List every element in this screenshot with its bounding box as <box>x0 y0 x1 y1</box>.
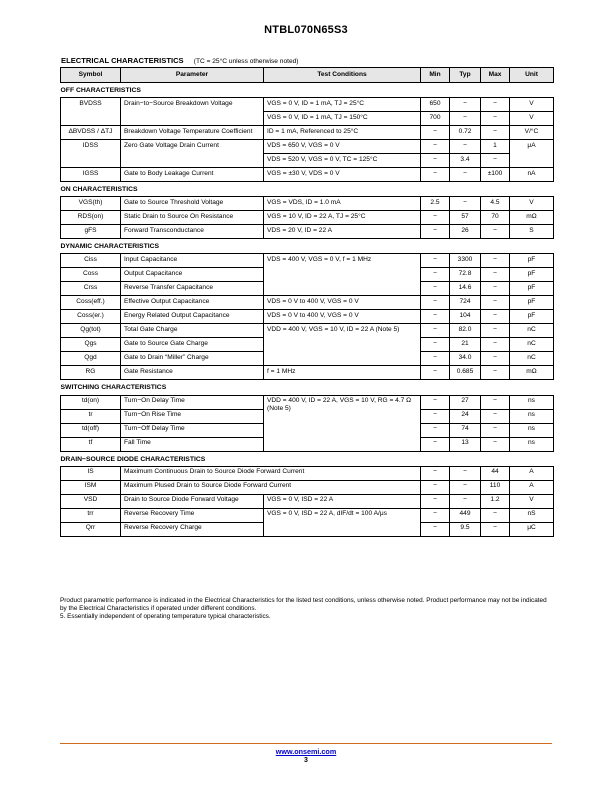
symbol-cell: IGSS <box>61 168 121 182</box>
parameter-cell: Turn−On Rise Time <box>121 409 264 423</box>
unit-cell: μA <box>510 140 554 168</box>
symbol-cell: Qgs <box>61 338 121 352</box>
parameter-cell: Reverse Transfer Capacitance <box>121 282 264 296</box>
min-cell: − <box>421 480 450 494</box>
typ-cell: 0.685 <box>450 366 481 380</box>
max-cell: − <box>481 254 510 268</box>
condition-cell: VDS = 20 V, ID = 22 A <box>264 225 421 239</box>
min-cell: − <box>421 352 450 366</box>
min-cell: − <box>421 437 450 451</box>
condition-cell: f = 1 MHz <box>264 366 421 380</box>
min-cell: − <box>421 254 450 268</box>
max-cell: − <box>481 395 510 409</box>
unit-cell: ns <box>510 423 554 437</box>
min-cell: − <box>421 366 450 380</box>
min-cell: − <box>421 466 450 480</box>
condition-cell: VDS = 0 V to 400 V, VGS = 0 V <box>264 310 421 324</box>
parameter-cell: Fall Time <box>121 437 264 451</box>
condition-cell: VGS = 10 V, ID = 22 A, TJ = 25°C <box>264 211 421 225</box>
min-cell: − <box>421 423 450 437</box>
section-title-switching: SWITCHING CHARACTERISTICS <box>61 380 554 395</box>
parameter-cell: Turn−Off Delay Time <box>121 423 264 437</box>
max-cell: − <box>481 154 510 168</box>
min-cell: − <box>421 508 450 522</box>
unit-cell: nS <box>510 508 554 522</box>
min-cell: − <box>421 310 450 324</box>
footnotes <box>60 597 555 621</box>
max-cell: − <box>481 282 510 296</box>
symbol-cell: Coss(er.) <box>61 310 121 324</box>
symbol-cell: Coss(eff.) <box>61 296 121 310</box>
unit-cell: pF <box>510 282 554 296</box>
table-row <box>61 98 554 112</box>
symbol-cell: Ciss <box>61 254 121 268</box>
typ-cell: 3.4 <box>450 154 481 168</box>
col-header-min: Min <box>421 68 450 83</box>
max-cell: 1 <box>481 140 510 154</box>
unit-cell: nC <box>510 324 554 338</box>
min-cell: − <box>421 168 450 182</box>
unit-cell: μC <box>510 522 554 536</box>
condition-cell: VGS = 0 V, ISD = 22 A <box>264 494 421 508</box>
symbol-cell: RDS(on) <box>61 211 121 225</box>
footnote-5: 5. Essentially independent of operating temperature typical characteristics. <box>60 613 271 620</box>
min-cell: − <box>421 140 450 154</box>
max-cell: − <box>481 508 510 522</box>
min-cell: − <box>421 296 450 310</box>
col-header-max: Max <box>481 68 510 83</box>
typ-cell: 74 <box>450 423 481 437</box>
table-row <box>61 211 554 225</box>
section-title-off: OFF CHARACTERISTICS <box>61 83 554 98</box>
symbol-cell: td(off) <box>61 423 121 437</box>
condition-cell: VDS = 520 V, VGS = 0 V, TC = 125°C <box>264 154 421 168</box>
min-cell: − <box>421 522 450 536</box>
typ-cell: 0.72 <box>450 126 481 140</box>
max-cell: − <box>481 366 510 380</box>
parameter-cell: Effective Output Capacitance <box>121 296 264 310</box>
section-heading <box>61 56 298 65</box>
min-cell: 2.5 <box>421 197 450 211</box>
typ-cell: − <box>450 494 481 508</box>
parameter-cell: Maximum Plused Drain to Source Diode Forward Current <box>121 480 421 494</box>
max-cell: − <box>481 296 510 310</box>
typ-cell: 9.5 <box>450 522 481 536</box>
symbol-cell: IS <box>61 466 121 480</box>
max-cell: − <box>481 338 510 352</box>
footer-divider <box>60 743 552 744</box>
section-title-dynamic: DYNAMIC CHARACTERISTICS <box>61 239 554 254</box>
unit-cell: A <box>510 466 554 480</box>
max-cell: ±100 <box>481 168 510 182</box>
unit-cell: pF <box>510 268 554 282</box>
parameter-cell: Output Capacitance <box>121 268 264 282</box>
unit-cell: ns <box>510 409 554 423</box>
typ-cell: 72.8 <box>450 268 481 282</box>
typ-cell: 57 <box>450 211 481 225</box>
max-cell: − <box>481 409 510 423</box>
max-cell: − <box>481 522 510 536</box>
table-row <box>61 395 554 409</box>
col-header-symbol: Symbol <box>61 68 121 83</box>
typ-cell: − <box>450 140 481 154</box>
min-cell: 650 <box>421 98 450 112</box>
table-row <box>61 324 554 338</box>
min-cell: − <box>421 282 450 296</box>
condition-cell: VGS = VDS, ID = 1.0 mA <box>264 197 421 211</box>
parameter-cell: Breakdown Voltage Temperature Coefficient <box>121 126 264 140</box>
table-row <box>61 197 554 211</box>
col-header-conditions: Test Conditions <box>264 68 421 83</box>
typ-cell: 27 <box>450 395 481 409</box>
typ-cell: − <box>450 197 481 211</box>
min-cell: − <box>421 154 450 168</box>
min-cell: − <box>421 225 450 239</box>
unit-cell: V <box>510 112 554 126</box>
section-heading-title: ELECTRICAL CHARACTERISTICS <box>61 56 184 65</box>
unit-cell: pF <box>510 310 554 324</box>
parameter-cell: Drain to Source Diode Forward Voltage <box>121 494 264 508</box>
symbol-cell: ΔBVDSS / ΔTJ <box>61 126 121 140</box>
typ-cell: − <box>450 480 481 494</box>
table-row <box>61 508 554 522</box>
parameter-cell: Gate to Body Leakage Current <box>121 168 264 182</box>
condition-cell: VGS = 0 V, ISD = 22 A, dIF/dt = 100 A/μs <box>264 508 421 536</box>
min-cell: − <box>421 395 450 409</box>
max-cell: − <box>481 112 510 126</box>
min-cell: − <box>421 324 450 338</box>
symbol-cell: BVDSS <box>61 98 121 126</box>
unit-cell: V <box>510 197 554 211</box>
condition-cell: VGS = 0 V, ID = 1 mA, TJ = 150°C <box>264 112 421 126</box>
typ-cell: − <box>450 112 481 126</box>
unit-cell: A <box>510 480 554 494</box>
parameter-cell: Reverse Recovery Time <box>121 508 264 522</box>
symbol-cell: VSD <box>61 494 121 508</box>
typ-cell: 724 <box>450 296 481 310</box>
max-cell: 70 <box>481 211 510 225</box>
symbol-cell: Coss <box>61 268 121 282</box>
max-cell: − <box>481 225 510 239</box>
unit-cell: ns <box>510 437 554 451</box>
condition-cell: VDD = 400 V, ID = 22 A, VGS = 10 V, RG = 4.7 Ω (Note 5) <box>264 395 421 451</box>
typ-cell: 26 <box>450 225 481 239</box>
unit-cell: nC <box>510 352 554 366</box>
parameter-cell: Gate to Source Gate Charge <box>121 338 264 352</box>
table-row <box>61 126 554 140</box>
electrical-characteristics-table <box>60 67 554 537</box>
condition-cell: VGS = ±30 V, VDS = 0 V <box>264 168 421 182</box>
symbol-cell: tf <box>61 437 121 451</box>
max-cell: − <box>481 98 510 112</box>
unit-cell: V <box>510 98 554 112</box>
unit-cell: pF <box>510 254 554 268</box>
max-cell: − <box>481 437 510 451</box>
symbol-cell: RG <box>61 366 121 380</box>
parameter-cell: Total Gate Charge <box>121 324 264 338</box>
unit-cell: pF <box>510 296 554 310</box>
condition-cell: ID = 1 mA, Referenced to 25°C <box>264 126 421 140</box>
max-cell: 44 <box>481 466 510 480</box>
typ-cell: 14.6 <box>450 282 481 296</box>
table-row <box>61 466 554 480</box>
min-cell: − <box>421 338 450 352</box>
symbol-cell: Qrr <box>61 522 121 536</box>
typ-cell: − <box>450 98 481 112</box>
parameter-cell: Static Drain to Source On Resistance <box>121 211 264 225</box>
page-number: 3 <box>304 757 308 764</box>
parameter-cell: Forward Transconductance <box>121 225 264 239</box>
min-cell: − <box>421 211 450 225</box>
parameter-cell: Turn−On Delay Time <box>121 395 264 409</box>
parameter-cell: Maximum Continuous Drain to Source Diode Forward Current <box>121 466 421 480</box>
min-cell: − <box>421 126 450 140</box>
typ-cell: 13 <box>450 437 481 451</box>
min-cell: 700 <box>421 112 450 126</box>
part-number-title: NTBL070N65S3 <box>264 24 348 36</box>
condition-cell: VDD = 400 V, VGS = 10 V, ID = 22 A (Note 5) <box>264 324 421 366</box>
section-heading-note: (TC = 25°C unless otherwise noted) <box>193 58 299 65</box>
typ-cell: 104 <box>450 310 481 324</box>
symbol-cell: Qgd <box>61 352 121 366</box>
footnote-general: Product parametric performance is indicated in the Electrical Characteristics for the listed test conditions, unless otherwise noted. Product performance may not be indicated by the Electrical Characteristics if operated under different conditions. <box>60 597 547 612</box>
max-cell: − <box>481 268 510 282</box>
condition-cell: VDS = 400 V, VGS = 0 V, f = 1 MHz <box>264 254 421 296</box>
typ-cell: 449 <box>450 508 481 522</box>
unit-cell: ns <box>510 395 554 409</box>
parameter-cell: Gate Resistance <box>121 366 264 380</box>
unit-cell: nC <box>510 338 554 352</box>
parameter-cell: Energy Related Output Capacitance <box>121 310 264 324</box>
max-cell: 4.5 <box>481 197 510 211</box>
table-row <box>61 140 554 154</box>
typ-cell: − <box>450 466 481 480</box>
condition-cell: VDS = 0 V to 400 V, VGS = 0 V <box>264 296 421 310</box>
max-cell: − <box>481 126 510 140</box>
max-cell: 1.2 <box>481 494 510 508</box>
table-header-row <box>61 68 554 83</box>
symbol-cell: Crss <box>61 282 121 296</box>
col-header-typ: Typ <box>450 68 481 83</box>
parameter-cell: Reverse Recovery Charge <box>121 522 264 536</box>
symbol-cell: ISM <box>61 480 121 494</box>
symbol-cell: gFS <box>61 225 121 239</box>
table-row <box>61 310 554 324</box>
symbol-cell: IDSS <box>61 140 121 168</box>
table-row <box>61 296 554 310</box>
symbol-cell: VGS(th) <box>61 197 121 211</box>
table-row <box>61 168 554 182</box>
max-cell: − <box>481 324 510 338</box>
max-cell: − <box>481 423 510 437</box>
typ-cell: 34.0 <box>450 352 481 366</box>
max-cell: − <box>481 352 510 366</box>
table-row <box>61 225 554 239</box>
unit-cell: nA <box>510 168 554 182</box>
website-link[interactable]: www.onsemi.com <box>275 747 337 756</box>
unit-cell: V <box>510 494 554 508</box>
min-cell: − <box>421 494 450 508</box>
condition-cell: VDS = 650 V, VGS = 0 V <box>264 140 421 154</box>
table-row <box>61 494 554 508</box>
unit-cell: S <box>510 225 554 239</box>
symbol-cell: tr <box>61 409 121 423</box>
symbol-cell: Qg(tot) <box>61 324 121 338</box>
typ-cell: − <box>450 168 481 182</box>
symbol-cell: trr <box>61 508 121 522</box>
table-row <box>61 366 554 380</box>
parameter-cell: Gate to Source Threshold Voltage <box>121 197 264 211</box>
typ-cell: 21 <box>450 338 481 352</box>
unit-cell: mΩ <box>510 366 554 380</box>
parameter-cell: Drain−to−Source Breakdown Voltage <box>121 98 264 126</box>
symbol-cell: td(on) <box>61 395 121 409</box>
parameter-cell: Input Capacitance <box>121 254 264 268</box>
min-cell: − <box>421 409 450 423</box>
typ-cell: 82.0 <box>450 324 481 338</box>
max-cell: − <box>481 310 510 324</box>
section-title-diode: DRAIN−SOURCE DIODE CHARACTERISTICS <box>61 451 554 466</box>
typ-cell: 24 <box>450 409 481 423</box>
col-header-unit: Unit <box>510 68 554 83</box>
section-title-on: ON CHARACTERISTICS <box>61 182 554 197</box>
table-row <box>61 254 554 268</box>
col-header-parameter: Parameter <box>121 68 264 83</box>
condition-cell: VGS = 0 V, ID = 1 mA, TJ = 25°C <box>264 98 421 112</box>
unit-cell: V/°C <box>510 126 554 140</box>
min-cell: − <box>421 268 450 282</box>
parameter-cell: Gate to Drain “Miller” Charge <box>121 352 264 366</box>
unit-cell: mΩ <box>510 211 554 225</box>
parameter-cell: Zero Gate Voltage Drain Current <box>121 140 264 168</box>
table-row <box>61 480 554 494</box>
max-cell: 110 <box>481 480 510 494</box>
typ-cell: 3300 <box>450 254 481 268</box>
